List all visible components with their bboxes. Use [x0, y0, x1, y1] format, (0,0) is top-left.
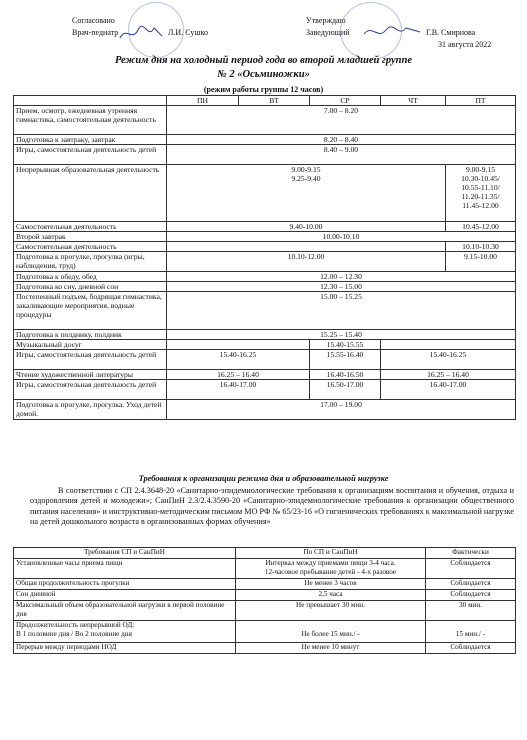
time-cell: 12.00 – 12.30 [167, 272, 516, 282]
time-cell: 10.10-10.30 [446, 242, 516, 252]
requirements-row [14, 601, 516, 621]
time-cell [381, 340, 516, 350]
schedule-row [14, 370, 516, 380]
schedule-row [14, 135, 516, 145]
requirement-cell: Сон дневной [14, 590, 236, 601]
activity-cell: Самостоятельная деятельность [14, 242, 167, 252]
time-cell: 16.40-17.00 [167, 380, 310, 400]
time-cell: 10.00-10.10 [167, 232, 516, 242]
schedule-row [14, 350, 516, 370]
schedule-row [14, 292, 516, 330]
time-cell: 15.40-16.25 [167, 350, 310, 370]
norm-cell: Не менее 3 часов [236, 579, 426, 590]
time-cell: 15.00 – 15.25 [167, 292, 516, 330]
schedule-row [14, 282, 516, 292]
page-title-line2: № 2 «Осьминожки» [217, 69, 310, 80]
schedule-row [14, 380, 516, 400]
activity-cell: Подготовка к полднику, полдник [14, 330, 167, 340]
requirements-paragraph: В соответствии с СП 2.4.3648-20 «Санитарно-эпидемиологические требования к организациям воспитания и обучения, отдыха и оздоровления детей и молодежи»; СанПиН 2.3/2.4.3590-20 «Санитарно-эпидемиологические требования к организации общественного питания населения» и инструктивно-методическим письмом МО РФ № 65/23-16 «О гигиенических требованиях к максимальной нагрузке на детей дошкольного возраста в организованных формах обучения» [30, 486, 514, 526]
doctor-role: Врач-педиатр [72, 28, 119, 37]
time-cell: 16.25 – 16.40 [381, 370, 516, 380]
activity-cell: Игры, самостоятельная деятельность детей [14, 350, 167, 370]
time-cell: 9.40-10.00 [167, 222, 446, 232]
schedule-row [14, 252, 516, 272]
time-cell [167, 242, 446, 252]
time-cell: 12.30 – 15.00 [167, 282, 516, 292]
day-header: СР [310, 96, 381, 106]
time-cell: 9.00-9.15 9.25-9.40 [167, 165, 446, 222]
requirement-cell: Максимальный объем образовательной нагрузки в первой половине дня [14, 601, 236, 621]
requirements-title: Требования к организации режима дня и образовательной нагрузке [138, 474, 389, 483]
activity-cell: Постепенный подъем, бодрящая гимнастика, закаливающие мероприятия, водные процедуры [14, 292, 167, 330]
page-subtitle: (режим работы группы 12 часов) [203, 85, 324, 94]
actual-cell: 30 мин. [426, 601, 516, 621]
norm-cell: Не менее 10 минут [236, 643, 426, 654]
requirements-column-header: Фактически [426, 548, 516, 559]
approval-date: 31 августа 2022 [438, 40, 492, 49]
day-header: ПН [167, 96, 239, 106]
requirement-cell: Общая продолжительность прогулки [14, 579, 236, 590]
schedule-row [14, 165, 516, 222]
time-cell: 10.10-12.00 [167, 252, 446, 272]
activity-cell: Прием, осмотр, ежедневная утренняя гимнастика, самостоятельная деятельность [14, 106, 167, 135]
time-cell: 15.40-15.55 [310, 340, 381, 350]
approve-label: Утверждаю [306, 16, 346, 25]
time-cell: 17.00 – 19.00 [167, 400, 516, 420]
time-cell: 16.40-17.00 [381, 380, 516, 400]
time-cell: 16.40-16.50 [310, 370, 381, 380]
actual-cell: 15 мин./ - [426, 621, 516, 643]
time-cell: 15.55-16.40 [310, 350, 381, 370]
schedule-header-row [14, 96, 516, 106]
activity-column-header [14, 96, 167, 106]
schedule-row [14, 222, 516, 232]
activity-cell: Чтение художественной литературы [14, 370, 167, 380]
activity-cell: Непрерывная образовательная деятельность [14, 165, 167, 222]
doctor-name: Л.И. Сушко [168, 28, 208, 37]
requirement-cell: Продолжительность непрерывной ОД: В 1 половине дня / Во 2 половине дня [14, 621, 236, 643]
approved-label: Согласовано [72, 16, 115, 25]
norm-cell: Интервал между приемами пищи 3-4 часа. 12-часовое пребывание детей - 4-х разовое [236, 559, 426, 579]
time-cell: 15.25 – 15.40 [167, 330, 516, 340]
round-stamp-left [128, 2, 184, 58]
schedule-row [14, 106, 516, 135]
time-cell [167, 340, 310, 350]
requirements-column-header: По СП и СанПиН [236, 548, 426, 559]
time-cell: 9.00-9.15 10.30-10.45/ 10.55-11.10/ 11.20-11.35/ 11.45-12.00 [446, 165, 516, 222]
day-header: ПТ [446, 96, 516, 106]
requirements-row [14, 621, 516, 643]
head-name: Г.В. Смирнова [426, 28, 476, 37]
schedule-row [14, 340, 516, 350]
page-title-line1: Режим дня на холодный период года во второй младшей группе [115, 55, 412, 66]
schedule-row [14, 145, 516, 165]
requirements-table [13, 547, 516, 654]
requirements-header-row [14, 548, 516, 559]
time-cell: 16.50-17.00 [310, 380, 381, 400]
time-cell: 15.40-16.25 [381, 350, 516, 370]
activity-cell: Подготовка к прогулке, прогулка (игры, наблюдения, труд) [14, 252, 167, 272]
round-stamp-right [340, 2, 402, 60]
requirements-column-header: Требования СП и СанПиН [14, 548, 236, 559]
activity-cell: Музыкальный досуг [14, 340, 167, 350]
day-header: ВТ [239, 96, 310, 106]
requirements-row [14, 590, 516, 601]
requirement-cell: Перерыв между периодами НОД [14, 643, 236, 654]
activity-cell: Подготовка ко сну, дневной сон [14, 282, 167, 292]
time-cell: 7.00 – 8.20 [167, 106, 516, 135]
time-cell: 10.45-12.00 [446, 222, 516, 232]
activity-cell: Подготовка к обеду, обед [14, 272, 167, 282]
activity-cell: Игры, самостоятельная деятельность детей [14, 145, 167, 165]
actual-cell: Соблюдается [426, 579, 516, 590]
activity-cell: Подготовка к завтраку, завтрак [14, 135, 167, 145]
actual-cell: Соблюдается [426, 590, 516, 601]
day-header: ЧТ [381, 96, 446, 106]
actual-cell: Соблюдается [426, 559, 516, 579]
norm-cell: 2,5 часа [236, 590, 426, 601]
schedule-row [14, 232, 516, 242]
activity-cell: Самостоятельная деятельность [14, 222, 167, 232]
activity-cell: Игры, самостоятельная деятельность детей [14, 380, 167, 400]
requirements-row [14, 643, 516, 654]
schedule-row [14, 272, 516, 282]
activity-cell: Второй завтрак [14, 232, 167, 242]
schedule-row [14, 400, 516, 420]
schedule-row [14, 242, 516, 252]
requirements-row [14, 579, 516, 590]
schedule-row [14, 330, 516, 340]
requirement-cell: Установленные часы приема пищи [14, 559, 236, 579]
schedule-table [13, 95, 516, 420]
requirements-row [14, 559, 516, 579]
actual-cell: Соблюдается [426, 643, 516, 654]
time-cell: 16.25 – 16.40 [167, 370, 310, 380]
activity-cell: Подготовка к прогулке, прогулка. Уход детей домой. [14, 400, 167, 420]
time-cell: 8.20 – 8.40 [167, 135, 516, 145]
time-cell: 9.15-10.00 [446, 252, 516, 272]
head-role: Заведующий [306, 28, 350, 37]
norm-cell: Не более 15 мин./ - [236, 621, 426, 643]
time-cell: 8.40 – 9.00 [167, 145, 516, 165]
norm-cell: Не превышает 30 мин. [236, 601, 426, 621]
